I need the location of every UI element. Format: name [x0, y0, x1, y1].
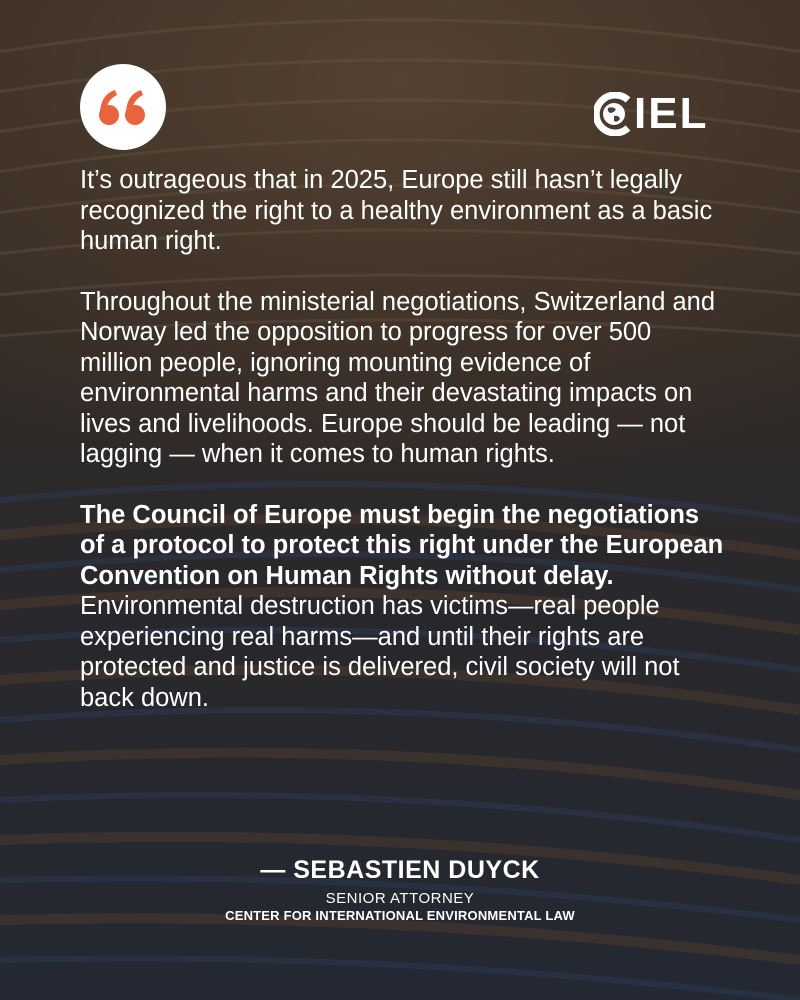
ciel-logo [594, 89, 709, 138]
speaker-name: — SEBASTIEN DUYCK [260, 856, 540, 884]
globe-icon [594, 92, 634, 136]
quote-paragraph-1: It’s outrageous that in 2025, Europe still hasn’t legally recognized the right to a healthy environment as a basic human right. [80, 166, 713, 255]
quote-badge [80, 64, 166, 150]
quote-body [80, 165, 730, 713]
logo-text: IEL [634, 89, 709, 138]
speaker-title: SENIOR ATTORNEY [325, 890, 475, 907]
quote-marks-icon [97, 87, 149, 127]
speaker-organization: CENTER FOR INTERNATIONAL ENVIRONMENTAL LAW [225, 908, 575, 923]
quote-paragraph-3: Environmental destruction has victims—real people experiencing real harms—and until their rights are protected and justice is delivered, civil society will not back down. [80, 592, 680, 712]
quote-paragraph-3-bold: The Council of Europe must begin the negotiations of a protocol to protect this right under the European Convention on Human Rights without delay. [80, 500, 724, 590]
quote-paragraph-2: Throughout the ministerial negotiations, Switzerland and Norway led the opposition to progress for over 500 million people, ignoring mounting evidence of environmental harms and their devastating impacts on lives and livelihoods. Europe should be leading — not lagging — when it comes to human rights. [80, 287, 716, 468]
